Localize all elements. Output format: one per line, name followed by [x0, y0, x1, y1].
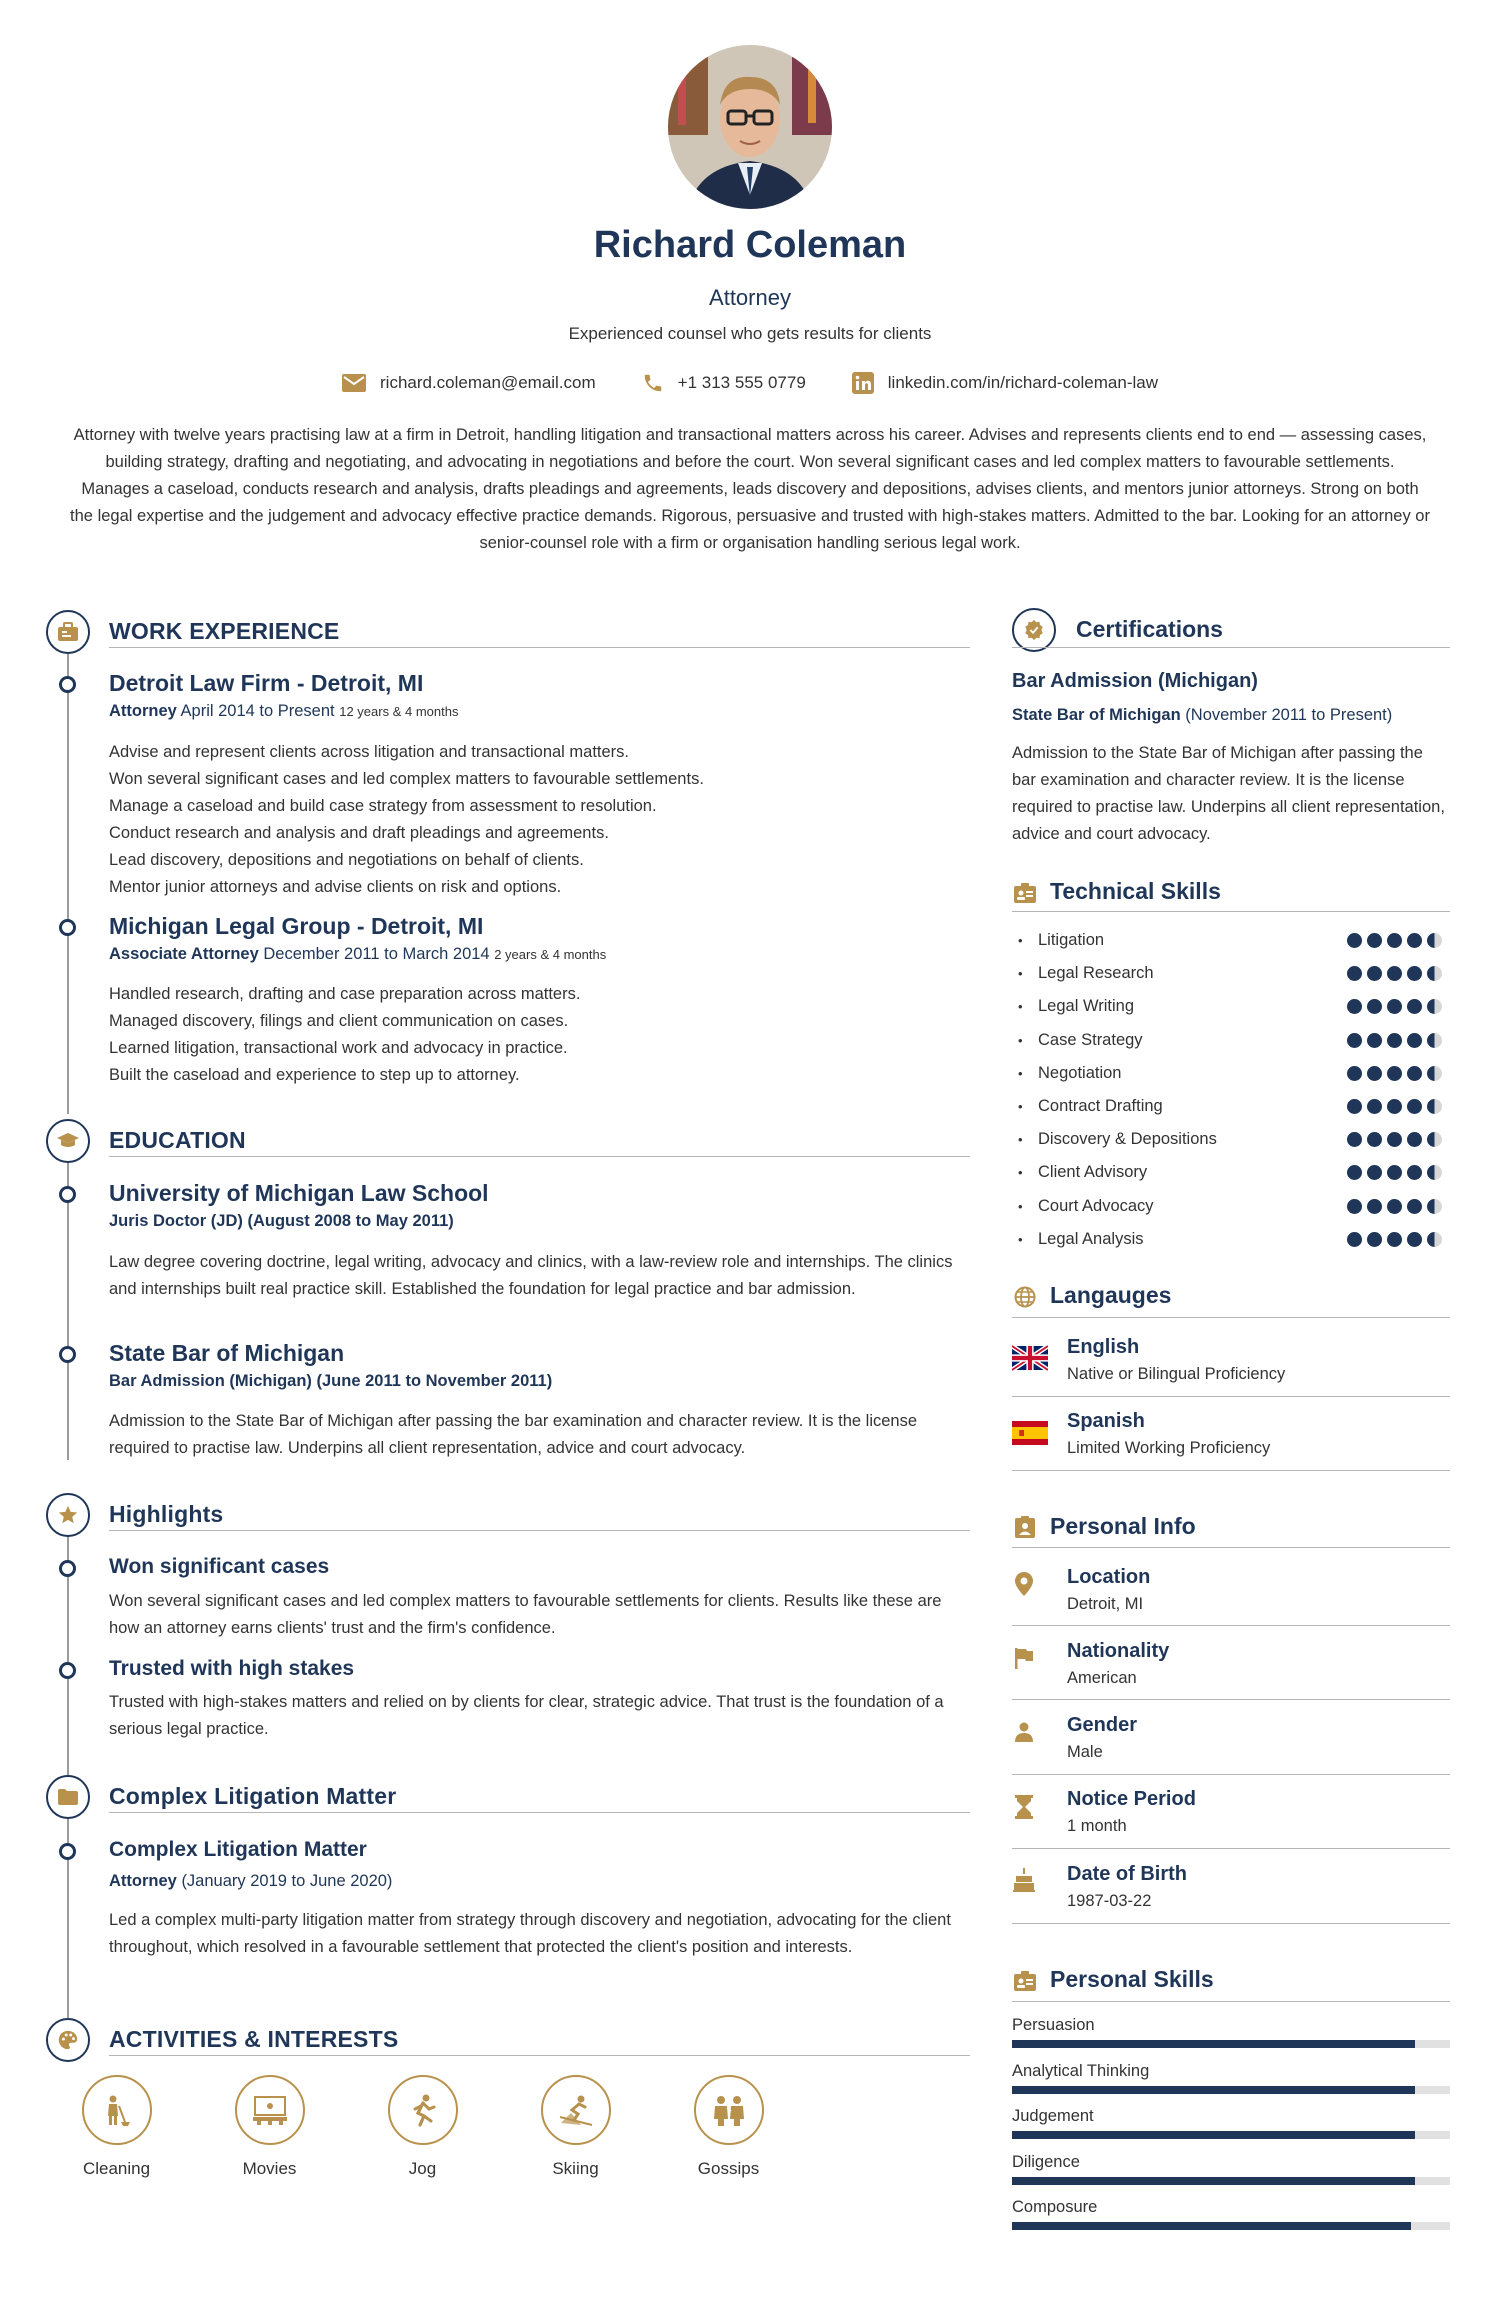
info-label: Location [1067, 1566, 1151, 1588]
skill-name: Court Advocacy [1038, 1196, 1154, 1215]
rating-dot [1427, 1199, 1442, 1214]
activity-item [40, 2075, 193, 2179]
skill-name: Legal Analysis [1038, 1229, 1144, 1248]
activity-item [499, 2075, 652, 2179]
spain-flag-icon [1012, 1420, 1048, 1446]
info-label: Notice Period [1067, 1788, 1196, 1810]
skill-rating [1347, 966, 1442, 981]
skill-name: Legal Research [1038, 964, 1154, 983]
degree-dates: (August 2008 to May 2011) [247, 1212, 454, 1230]
person-icon [1012, 1720, 1036, 1744]
skill-rating [1347, 1232, 1442, 1247]
rating-dot [1407, 933, 1422, 948]
divider [1012, 1470, 1450, 1471]
rating-dot [1367, 1033, 1382, 1048]
skill-level-bar [1012, 2131, 1450, 2139]
timeline-line [67, 624, 69, 1114]
bullet-icon: • [1018, 1198, 1023, 1214]
info-value: Male [1067, 1743, 1103, 1761]
skill-rating [1347, 999, 1442, 1014]
skill-row [1012, 924, 1450, 957]
jog-icon [388, 2075, 458, 2145]
rating-dot [1347, 1165, 1362, 1180]
skill-row [1012, 1223, 1450, 1256]
job-title: Detroit Law Firm - Detroit, MI [109, 670, 424, 696]
work-experience-heading: WORK EXPERIENCE [109, 618, 340, 644]
matter-description: Led a complex multi-party litigation matter from strategy through discovery and negotiation, advocating for the client throughout, which resolved in a favourable settlement that protected the client's position and interests. [109, 1911, 951, 1956]
section-divider [1012, 647, 1450, 648]
skill-row [1012, 1024, 1450, 1057]
timeline-line [67, 1798, 69, 2018]
linkedin-text: linkedin.com/in/richard-coleman-law [887, 373, 1158, 392]
rating-dot [1407, 966, 1422, 981]
personal-skill-name: Persuasion [1012, 2016, 1095, 2034]
email-text: richard.coleman@email.com [380, 373, 596, 392]
timeline-dot [59, 919, 76, 936]
language-level: Limited Working Proficiency [1067, 1439, 1271, 1457]
job-meta [109, 945, 606, 964]
skill-level-fill [1012, 2222, 1411, 2230]
rating-dot [1427, 1033, 1442, 1048]
linkedin-contact[interactable] [852, 372, 1158, 394]
rating-dot [1387, 999, 1402, 1014]
skill-row [1012, 1123, 1450, 1156]
activity-item [652, 2075, 805, 2179]
matter-role: Attorney [109, 1872, 177, 1890]
highlight-description: Won several significant cases and led complex matters to favourable settlements for clients. Results like these are how an attorney earns clients' trust and the firm's confidence. [109, 1592, 942, 1637]
rating-dot [1427, 1066, 1442, 1081]
id-badge-icon [1012, 1968, 1038, 1994]
rating-dot [1367, 1232, 1382, 1247]
profile-photo [668, 45, 832, 209]
activities-heading: ACTIVITIES & INTERESTS [109, 2026, 399, 2052]
info-value: 1 month [1067, 1817, 1127, 1835]
job-dates: December 2011 to March 2014 [263, 945, 490, 963]
person-name: Richard Coleman [593, 224, 907, 266]
skill-name: Case Strategy [1038, 1030, 1143, 1049]
personal-skill-name: Analytical Thinking [1012, 2061, 1150, 2080]
bullet-icon: • [1018, 966, 1023, 982]
info-value: American [1067, 1669, 1137, 1687]
technical-skills-heading: Technical Skills [1050, 878, 1221, 904]
id-badge-icon [1012, 880, 1038, 906]
skill-row [1012, 1190, 1450, 1223]
school-name: State Bar of Michigan [109, 1340, 345, 1366]
skill-level-fill [1012, 2131, 1415, 2139]
skill-level-bar [1012, 2086, 1450, 2094]
job-duties: Handled research, drafting and case preparation across matters. Managed discovery, filings and client communication on cases. Learned litigation, transactional work and advocacy in practice. Built the caseload and experience to step up to attorney. [109, 985, 581, 1084]
skill-level-fill [1012, 2177, 1415, 2185]
rating-dot [1387, 1066, 1402, 1081]
rating-dot [1407, 1099, 1422, 1114]
rating-dot [1387, 933, 1402, 948]
rating-dot [1387, 966, 1402, 981]
location-pin-icon [1012, 1572, 1036, 1596]
certification-meta [1012, 706, 1392, 725]
certificate-badge-icon [1012, 608, 1056, 652]
certification-issuer: State Bar of Michigan [1012, 706, 1181, 724]
bullet-icon: • [1018, 1132, 1023, 1148]
language-name: Spanish [1067, 1410, 1145, 1432]
bullet-icon: • [1018, 999, 1023, 1015]
skill-level-fill [1012, 2040, 1415, 2048]
matter-dates: (January 2019 to June 2020) [181, 1872, 393, 1890]
gossips-icon [694, 2075, 764, 2145]
degree-name: Juris Doctor (JD) [109, 1212, 243, 1230]
rating-dot [1407, 1033, 1422, 1048]
personal-info-heading: Personal Info [1050, 1513, 1196, 1539]
matter-heading: Complex Litigation Matter [109, 1783, 397, 1809]
bullet-icon: • [1018, 933, 1023, 948]
rating-dot [1407, 1199, 1422, 1214]
rating-dot [1407, 1165, 1422, 1180]
folder-icon [46, 1775, 90, 1819]
skill-level-bar [1012, 2177, 1450, 2185]
info-label: Gender [1067, 1714, 1138, 1736]
linkedin-icon [852, 372, 874, 394]
skill-rating [1347, 1099, 1442, 1114]
rating-dot [1367, 1199, 1382, 1214]
phone-text: +1 313 555 0779 [677, 373, 806, 392]
certification-name: Bar Admission (Michigan) [1012, 670, 1258, 692]
bullet-icon: • [1018, 1165, 1023, 1181]
skill-rating [1347, 1199, 1442, 1214]
education-description: Admission to the State Bar of Michigan after passing the bar examination and character review. It is the license required to practise law. Underpins all client representation, advice and court advocacy. [109, 1412, 918, 1457]
skill-row [1012, 1156, 1450, 1189]
bullet-icon: • [1018, 1032, 1023, 1048]
rating-dot [1427, 1099, 1442, 1114]
personal-skills-heading: Personal Skills [1050, 1966, 1214, 1992]
bullet-icon: • [1018, 1099, 1023, 1114]
bullet-icon: • [1018, 1065, 1023, 1081]
rating-dot [1427, 1132, 1442, 1147]
profile-summary: Attorney with twelve years practising law at a firm in Detroit, handling litigation and transactional matters across his career. Advises and represents clients end to end — assessing cases, building strategy, drafting and negotiating, and advocating in negotiations and before the court. Won several significant cases and led complex matters to favourable settlements. Manages a caseload, conducts research and analysis, drafts pleadings and agreements, leads discovery and depositions, advises clients, and mentors junior attorneys. Strong on both the legal expertise and the judgement and advocacy effective practice demands. Rigorous, persuasive and trusted with high-stakes matters. Admitted to the bar. Looking for an attorney or senior-counsel role with a firm or organisation handling serious legal work. [70, 426, 1430, 552]
skill-name: Contract Drafting [1038, 1097, 1163, 1115]
palette-icon [46, 2018, 90, 2062]
divider [1012, 1923, 1450, 1924]
section-divider [1012, 2001, 1450, 2002]
rating-dot [1407, 1132, 1422, 1147]
skill-row [1012, 957, 1450, 990]
skill-level-bar [1012, 2222, 1450, 2230]
divider [1012, 1774, 1450, 1775]
rating-dot [1347, 1099, 1362, 1114]
skill-level-fill [1012, 2086, 1415, 2094]
section-divider [1012, 1547, 1450, 1548]
tagline: Experienced counsel who gets results for clients [568, 324, 932, 343]
rating-dot [1407, 1066, 1422, 1081]
section-divider [109, 1812, 970, 1813]
divider [1012, 1848, 1450, 1849]
matter-title: Complex Litigation Matter [109, 1838, 367, 1861]
personal-skill-name: Composure [1012, 2198, 1098, 2216]
timeline-dot [59, 1560, 76, 1577]
rating-dot [1367, 966, 1382, 981]
uk-flag-icon [1012, 1345, 1048, 1371]
envelope-icon [342, 374, 366, 392]
rating-dot [1347, 1033, 1362, 1048]
rating-dot [1347, 1199, 1362, 1214]
highlight-title: Trusted with high stakes [109, 1657, 355, 1680]
rating-dot [1367, 999, 1382, 1014]
rating-dot [1347, 999, 1362, 1014]
activity-label: Movies [242, 2159, 297, 2178]
rating-dot [1407, 1232, 1422, 1247]
timeline-dot [59, 1662, 76, 1679]
activity-label: Cleaning [82, 2159, 151, 2178]
job-meta [109, 702, 458, 721]
rating-dot [1367, 1066, 1382, 1081]
timeline-line [67, 1515, 69, 1793]
divider [1012, 1396, 1450, 1397]
skill-level-bar [1012, 2040, 1450, 2048]
skill-row [1012, 990, 1450, 1023]
skill-name: Litigation [1038, 931, 1105, 949]
rating-dot [1427, 1232, 1442, 1247]
job-position: Associate Attorney [109, 945, 259, 963]
bullet-icon: • [1018, 1231, 1023, 1247]
skill-row [1012, 1057, 1450, 1090]
highlight-title: Won significant cases [109, 1555, 330, 1578]
section-divider [1012, 911, 1450, 912]
section-divider [109, 647, 970, 648]
divider [1012, 1625, 1450, 1626]
cleaning-icon [82, 2075, 152, 2145]
job-duration: 12 years & 4 months [339, 704, 459, 719]
skiing-icon [541, 2075, 611, 2145]
movies-icon [235, 2075, 305, 2145]
degree-name: Bar Admission (Michigan) [109, 1372, 312, 1390]
rating-dot [1387, 1199, 1402, 1214]
globe-icon [1012, 1284, 1038, 1310]
star-icon [46, 1493, 90, 1537]
rating-dot [1347, 1232, 1362, 1247]
rating-dot [1387, 1099, 1402, 1114]
personal-skill-name: Diligence [1012, 2152, 1080, 2171]
rating-dot [1347, 1132, 1362, 1147]
language-name: English [1067, 1336, 1140, 1358]
rating-dot [1387, 1165, 1402, 1180]
phone-icon [642, 372, 664, 394]
skill-name: Negotiation [1038, 1063, 1122, 1082]
degree-meta [109, 1372, 552, 1391]
rating-dot [1427, 933, 1442, 948]
job-dates: April 2014 to Present [180, 702, 335, 720]
skill-rating [1347, 1033, 1442, 1048]
job-duration: 2 years & 4 months [494, 947, 607, 962]
activities-list [40, 2075, 820, 2179]
education-description: Law degree covering doctrine, legal writing, advocacy and clinics, with a law-review role and internships. The clinics and internships built real practice skill. Established the foundation for legal practice and bar admission. [109, 1253, 953, 1298]
section-divider [109, 1156, 970, 1157]
divider [1012, 1699, 1450, 1700]
rating-dot [1427, 1165, 1442, 1180]
job-title: Michigan Legal Group - Detroit, MI [109, 913, 484, 939]
rating-dot [1367, 1132, 1382, 1147]
skill-row [1012, 1090, 1450, 1123]
skill-rating [1347, 1132, 1442, 1147]
certification-dates: (November 2011 to Present) [1185, 706, 1393, 724]
certifications-heading: Certifications [1076, 616, 1223, 642]
activity-label: Jog [408, 2159, 437, 2178]
matter-meta [109, 1872, 392, 1891]
skill-name: Legal Writing [1038, 997, 1134, 1016]
rating-dot [1347, 1066, 1362, 1081]
rating-dot [1387, 1033, 1402, 1048]
rating-dot [1387, 1132, 1402, 1147]
timeline-dot [59, 676, 76, 693]
activity-item [346, 2075, 499, 2179]
email-contact[interactable] [342, 372, 596, 394]
personal-skill-name: Judgement [1012, 2107, 1094, 2125]
section-divider [109, 1530, 970, 1531]
school-name: University of Michigan Law School [109, 1180, 489, 1206]
certification-description: Admission to the State Bar of Michigan after passing the bar examination and character review. It is the license required to practise law. Underpins all client representation, advice and court advocacy. [1012, 744, 1445, 843]
info-label: Nationality [1067, 1640, 1170, 1662]
education-heading: EDUCATION [109, 1127, 246, 1153]
section-divider [1012, 1317, 1450, 1318]
rating-dot [1387, 1232, 1402, 1247]
degree-dates: (June 2011 to November 2011) [316, 1372, 553, 1390]
hourglass-icon [1012, 1795, 1036, 1819]
rating-dot [1367, 1099, 1382, 1114]
rating-dot [1427, 966, 1442, 981]
info-value: Detroit, MI [1067, 1595, 1144, 1613]
language-level: Native or Bilingual Proficiency [1067, 1365, 1286, 1383]
skill-rating [1347, 1066, 1442, 1081]
rating-dot [1347, 966, 1362, 981]
activity-label: Gossips [697, 2159, 760, 2178]
skill-name: Discovery & Depositions [1038, 1130, 1217, 1149]
degree-meta [109, 1212, 454, 1231]
skill-rating [1347, 933, 1442, 948]
timeline-dot [59, 1843, 76, 1860]
rating-dot [1347, 933, 1362, 948]
rating-dot [1427, 999, 1442, 1014]
activity-label: Skiing [552, 2159, 599, 2178]
timeline-dot [59, 1346, 76, 1363]
flag-icon [1012, 1646, 1036, 1670]
timeline-dot [59, 1186, 76, 1203]
rating-dot [1367, 933, 1382, 948]
rating-dot [1407, 999, 1422, 1014]
info-label: Date of Birth [1067, 1863, 1187, 1885]
briefcase-icon [46, 610, 90, 654]
graduation-cap-icon [46, 1119, 90, 1163]
info-value: 1987-03-22 [1067, 1892, 1152, 1910]
cake-icon [1012, 1868, 1036, 1892]
highlights-heading: Highlights [109, 1501, 224, 1527]
skill-name: Client Advisory [1038, 1163, 1148, 1182]
id-card-icon [1012, 1514, 1038, 1540]
job-position: Attorney [109, 702, 177, 720]
skill-rating [1347, 1165, 1442, 1180]
activity-item [193, 2075, 346, 2179]
job-role: Attorney [709, 285, 791, 310]
languages-heading: Langauges [1050, 1282, 1172, 1308]
job-duties: Advise and represent clients across litigation and transactional matters. Won several significant cases and led complex matters to favourable settlements. Manage a caseload and build case strategy from assessment to resolution. Conduct research and analysis and draft pleadings and agreements. Lead discovery, depositions and negotiations on behalf of clients. Mentor junior attorneys and advise clients on risk and options. [109, 743, 704, 896]
phone-contact[interactable] [642, 372, 806, 394]
rating-dot [1367, 1165, 1382, 1180]
highlight-description: Trusted with high-stakes matters and relied on by clients for clear, strategic advice. That trust is the foundation of a serious legal practice. [109, 1693, 944, 1738]
contact-bar [0, 372, 1500, 394]
section-divider [109, 2055, 970, 2056]
